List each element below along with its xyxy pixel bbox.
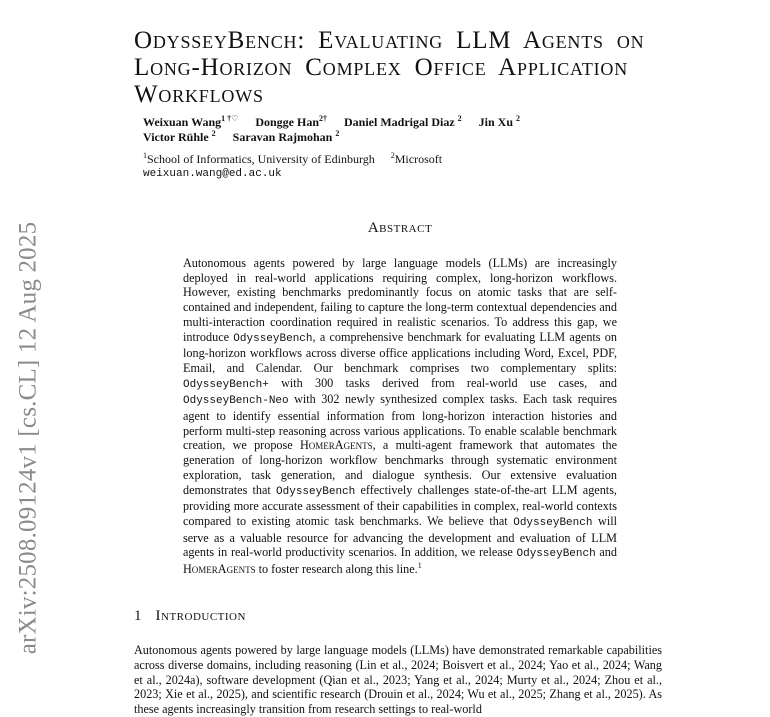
abstract-text: and <box>595 545 617 560</box>
author-name: Dongge Han <box>255 115 319 129</box>
abstract-heading: Abstract <box>367 220 433 236</box>
author-list <box>143 115 663 145</box>
abstract-text: effectively challenges state-of-the-art LLM agents, providing more accurate assessment of their capabilities in complex, real-world contexts compared to existing atomic task benchmarks. We believe that <box>183 482 617 528</box>
abstract-text: , a comprehensive benchmark for evaluating LLM agents on long-horizon workflows across diverse office applications including Word, Excel, PDF, Email, and Calendar. Our benchmark comprises two complementary splits: <box>183 329 617 375</box>
section-number: 1 <box>134 608 142 624</box>
framework-name: HomerAgents <box>299 438 373 453</box>
section-title: Introduction <box>155 608 246 624</box>
abstract-text: to foster research along this line. <box>255 562 418 577</box>
affiliation-microsoft: Microsoft <box>394 152 443 166</box>
author-name: Weixuan Wang <box>143 115 222 129</box>
author-marks: 2† <box>319 114 327 123</box>
introduction-paragraph: Autonomous agents powered by large language models (LLMs) have demonstrated remarkable capabilities across diverse domains, including reasoning (Lin et al., 2024; Boisvert et al., 2024; Yao et al., 2024; Wang et al., 2024a), software development (Qian et al., 2023; Yang et al., 2024; Murty et al., 2024; Zhou et al., 2023; Xie et al., 2025), and scientific research (Drouin et al., 2024; Wu et al., 2025; Zhang et al., 2025). As these agents increasingly transition from research settings to real-world <box>134 643 662 717</box>
author-marks: 2 <box>516 114 521 123</box>
footnote-marker: 1 <box>417 561 422 570</box>
benchmark-name: OdysseyBench <box>513 516 593 529</box>
arxiv-identifier-stamp <box>8 200 48 675</box>
abstract-text: Autonomous agents powered by large language models (LLMs) are increasingly deployed in real-world applications requiring complex, long-horizon workflows. However, existing benchmarks predominantly focus on atomic tasks that are self-contained and independent, failing to capture the long-term contextual dependencies and multi-interaction coordination required in realistic scenarios. To address this gap, we introduce <box>183 256 617 344</box>
author <box>344 115 462 129</box>
author-name: Saravan Rajmohan <box>232 130 333 144</box>
affiliation-edinburgh: School of Informatics, University of Edinburgh <box>147 152 375 166</box>
author-marks: 2 <box>211 129 216 138</box>
author <box>143 130 216 144</box>
author-name: Victor Rühle <box>143 130 209 144</box>
benchmark-name: OdysseyBench <box>233 332 313 345</box>
benchmark-name: OdysseyBench <box>276 485 356 498</box>
benchmark-split-neo: OdysseyBench-Neo <box>183 395 289 408</box>
benchmark-split-plus: OdysseyBench+ <box>183 378 269 391</box>
author <box>143 115 238 129</box>
affiliations <box>143 152 442 167</box>
affiliation-mark: 1 <box>143 151 147 160</box>
author-marks: 2 <box>335 129 340 138</box>
abstract-text: , a multi-agent framework that automates the generation of long-horizon workflow benchmarks through systematic environment exploration, task generation, and dialogue synthesis. Our extensive evaluation demonstrates that <box>183 438 617 497</box>
author <box>255 115 327 129</box>
section-heading-introduction <box>134 608 246 625</box>
abstract-text: with 302 newly synthesized complex tasks. Each task requires agent to identify essential information from long-horizon interaction histories and perform multi-step reasoning across various applications. To enable scalable benchmark creation, we propose <box>183 392 617 453</box>
author-marks: 2 <box>457 114 462 123</box>
abstract-text: with 300 tasks derived from real-world use cases, and <box>268 375 617 390</box>
benchmark-name: OdysseyBench <box>516 548 596 561</box>
abstract-body <box>183 256 617 577</box>
author <box>479 115 520 129</box>
affiliation-mark: 2 <box>390 151 395 160</box>
abstract-text: will serve as a valuable resource for advancing the development and evaluation of LLM agents in real-world productivity scenarios. In addition, we release <box>183 513 617 560</box>
framework-name: HomerAgents <box>183 562 256 577</box>
paper-title: OdysseyBench: Evaluating LLM Agents on Long-Horizon Complex Office Application Workflows <box>134 26 645 108</box>
author-name: Daniel Madrigal Diaz <box>344 115 455 129</box>
author-marks: 1 †♡ <box>221 114 239 123</box>
arxiv-identifier-text: arXiv:2508.09124v1 [cs.CL] 12 Aug 2025 <box>14 221 42 654</box>
author-email: weixuan.wang@ed.ac.uk <box>143 168 282 180</box>
author-name: Jin Xu <box>478 115 514 129</box>
author <box>233 130 340 144</box>
